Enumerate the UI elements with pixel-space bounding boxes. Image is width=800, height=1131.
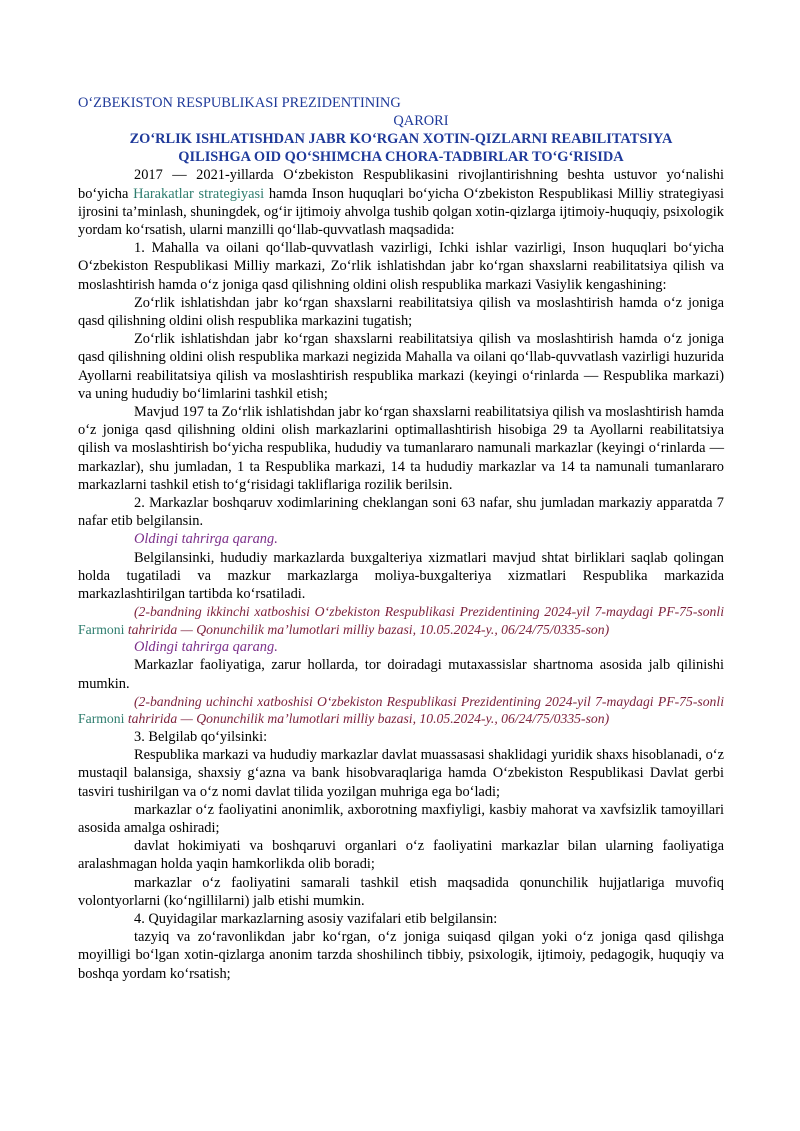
decree-link[interactable]: Farmoni [78,711,125,727]
paragraph-2b: Belgilansinki, hududiy markazlarda buxgalteriya xizmatlari mavjud shtat birliklari saqlab qolingan holda tugatiladi va mazkur markazlarga moliya-buxgalteriya xizmatlari Respublika markazida markazlashtirilgan tartibda ko‘rsatiladi. [78,549,724,603]
paragraph-2: 2. Markazlar boshqaruv xodimlarining cheklangan soni 63 nafar, shu jumladan markaziy apparatda 7 nafar etib belgilansin. [78,495,724,530]
intro-paragraph [78,166,724,239]
paragraph-3: 3. Belgilab qo‘yilsinki: [134,728,268,745]
previous-edition-link[interactable]: Oldingi tahrirga qarang. [134,639,278,656]
intro-text-before: 2017 — 2021-yillarda O‘zbekiston Respublikasini rivojlantirishning beshta ustuvor yo‘nalishi bo‘yicha [78,167,724,202]
note1-text-after: tahririda — Qonunchilik ma’lumotlari milliy bazasi, 10.05.2024-y., 06/24/75/0335-son) [124,621,610,637]
edit-note-2 [78,693,724,728]
note1-text-before: (2-bandning ikkinchi xatboshisi O‘zbekiston Respublikasi Prezidentining 2024-yil 7-maydagi PF-75-sonli [134,604,724,620]
strategy-link[interactable]: Harakatlar strategiyasi [133,185,265,202]
paragraph-3b: markazlar o‘z faoliyatini anonimlik, axborotning maxfiyligi, kasbiy mahorat va xavfsizlik tamoyillari asosida amalga oshiradi; [78,801,724,836]
note2-text-before: (2-bandning uchinchi xatboshisi O‘zbekiston Respublikasi Prezidentining 2024-yil 7-maydagi PF-75-sonli [134,693,724,709]
paragraph-2c: Markazlar faoliyatiga, zarur hollarda, tor doiradagi mutaxassislar shartnoma asosida jalb qilinishi mumkin. [78,657,724,692]
paragraph-1: 1. Mahalla va oilani qo‘llab-quvvatlash vazirligi, Ichki ishlar vazirligi, Inson huquqlari bo‘yicha O‘zbekiston Respublikasi Milliy markazi, Zo‘rlik ishlatishdan jabr ko‘rgan shaxslarni reabilitatsiya qilish va moslashtirish hamda o‘z joniga qasd qilishning oldini olish respublika markazi Vasiylik kengashining: [78,240,724,293]
paragraph-3a: Respublika markazi va hududiy markazlar davlat muassasasi shaklidagi yuridik shaxs hisoblanadi, o‘z mustaqil balansiga, shaxsiy g‘azna va bank hisobvaraqlariga hamda O‘zbekiston Respublikasi Davlat gerbi tasviri tushirilgan va o‘z nomi davlat tilida yozilgan muhriga ega bo‘ladi; [78,747,724,800]
paragraph-1a: Zo‘rlik ishlatishdan jabr ko‘rgan shaxslarni reabilitatsiya qilish va moslashtirish hamda o‘z joniga qasd qilishning oldini olish respublika markazini tugatish; [78,294,724,330]
document-title-line2: QILISHGA OID QO‘SHIMCHA CHORA-TADBIRLAR TO‘G‘RISIDA [178,149,624,166]
document-type: QARORI [393,113,449,130]
document-issuer: O‘ZBEKISTON RESPUBLIKASI PREZIDENTINING [78,95,401,111]
edit-note-1 [78,603,724,638]
document-title-line1: ZO‘RLIK ISHLATISHDAN JABR KO‘RGAN XOTIN-QIZLARNI REABILITATSIYA [129,131,673,148]
paragraph-4: 4. Quyidagilar markazlarning asosiy vazifalari etib belgilansin: [134,910,498,927]
paragraph-1c: Mavjud 197 ta Zo‘rlik ishlatishdan jabr ko‘rgan shaxslarni reabilitatsiya qilish va moslashtirish hamda o‘z joniga qasd qilishning oldini olish markazlarini optimallashtirish hisobiga 29 ta Ayollarni reabilitatsiya qilish va moslashtirish bo‘yicha respublika, hududiy va tumanlararo namunali markazlar (keyingi o‘rinlarda — markazlar), shu jumladan, 1 ta Respublika markazi, 14 ta hududiy markazlar va 14 ta namunali tumanlararo markazlarni tashkil etish to‘g‘risidagi takliflariga rozilik berilsin. [78,404,724,493]
decree-link[interactable]: Farmoni [78,621,125,637]
paragraph-3d: markazlar o‘z faoliyatini samarali tashkil etish maqsadida qonunchilik hujjatlariga muvofiq volontyorlarni (ko‘ngillilarni) jalb etishi mumkin. [78,874,724,909]
previous-edition-link[interactable]: Oldingi tahrirga qarang. [134,531,278,548]
paragraph-4a: tazyiq va zo‘ravonlikdan jabr ko‘rgan, o‘z joniga suiqasd qilgan yoki o‘z joniga qasd qilishga moyilligi bo‘lgan xotin-qizlarga anonim tarzda shoshilinch tibbiy, psixologik, ijtimoiy, pedagogik, huquqiy va boshqa yordam ko‘rsatish; [78,929,724,982]
document-page [78,94,724,983]
paragraph-3c: davlat hokimiyati va boshqaruvi organlari o‘z faoliyatini markazlar bilan ularning faoliyatiga aralashmagan holda yaqin hamkorlikda olib boradi; [78,838,724,873]
note2-text-after: tahririda — Qonunchilik ma’lumotlari milliy bazasi, 10.05.2024-y., 06/24/75/0335-son) [124,711,610,727]
intro-text-after: hamda Inson huquqlari bo‘yicha O‘zbekiston Respublikasi Milliy strategiyasi ijrosini ta’minlash, shuningdek, og‘ir ijtimoiy ahvolga tushib qolgan xotin-qizlarga ijtimoiy-huquqiy, psixologik yordam ko‘rsatish, ularni manzilli qo‘llab-quvvatlash maqsadida: [78,185,725,239]
paragraph-1b: Zo‘rlik ishlatishdan jabr ko‘rgan shaxslarni reabilitatsiya qilish va moslashtirish hamda o‘z joniga qasd qilishning oldini olish respublika markazi negizida Mahalla va oilani qo‘llab-quvvatlash vazirligi huzurida Ayollarni reabilitatsiya qilish va moslashtirish respublika markazi (keyingi o‘rinlarda — Respublika markazi) va uning hududiy bo‘limlarini tashkil etish; [78,331,724,402]
